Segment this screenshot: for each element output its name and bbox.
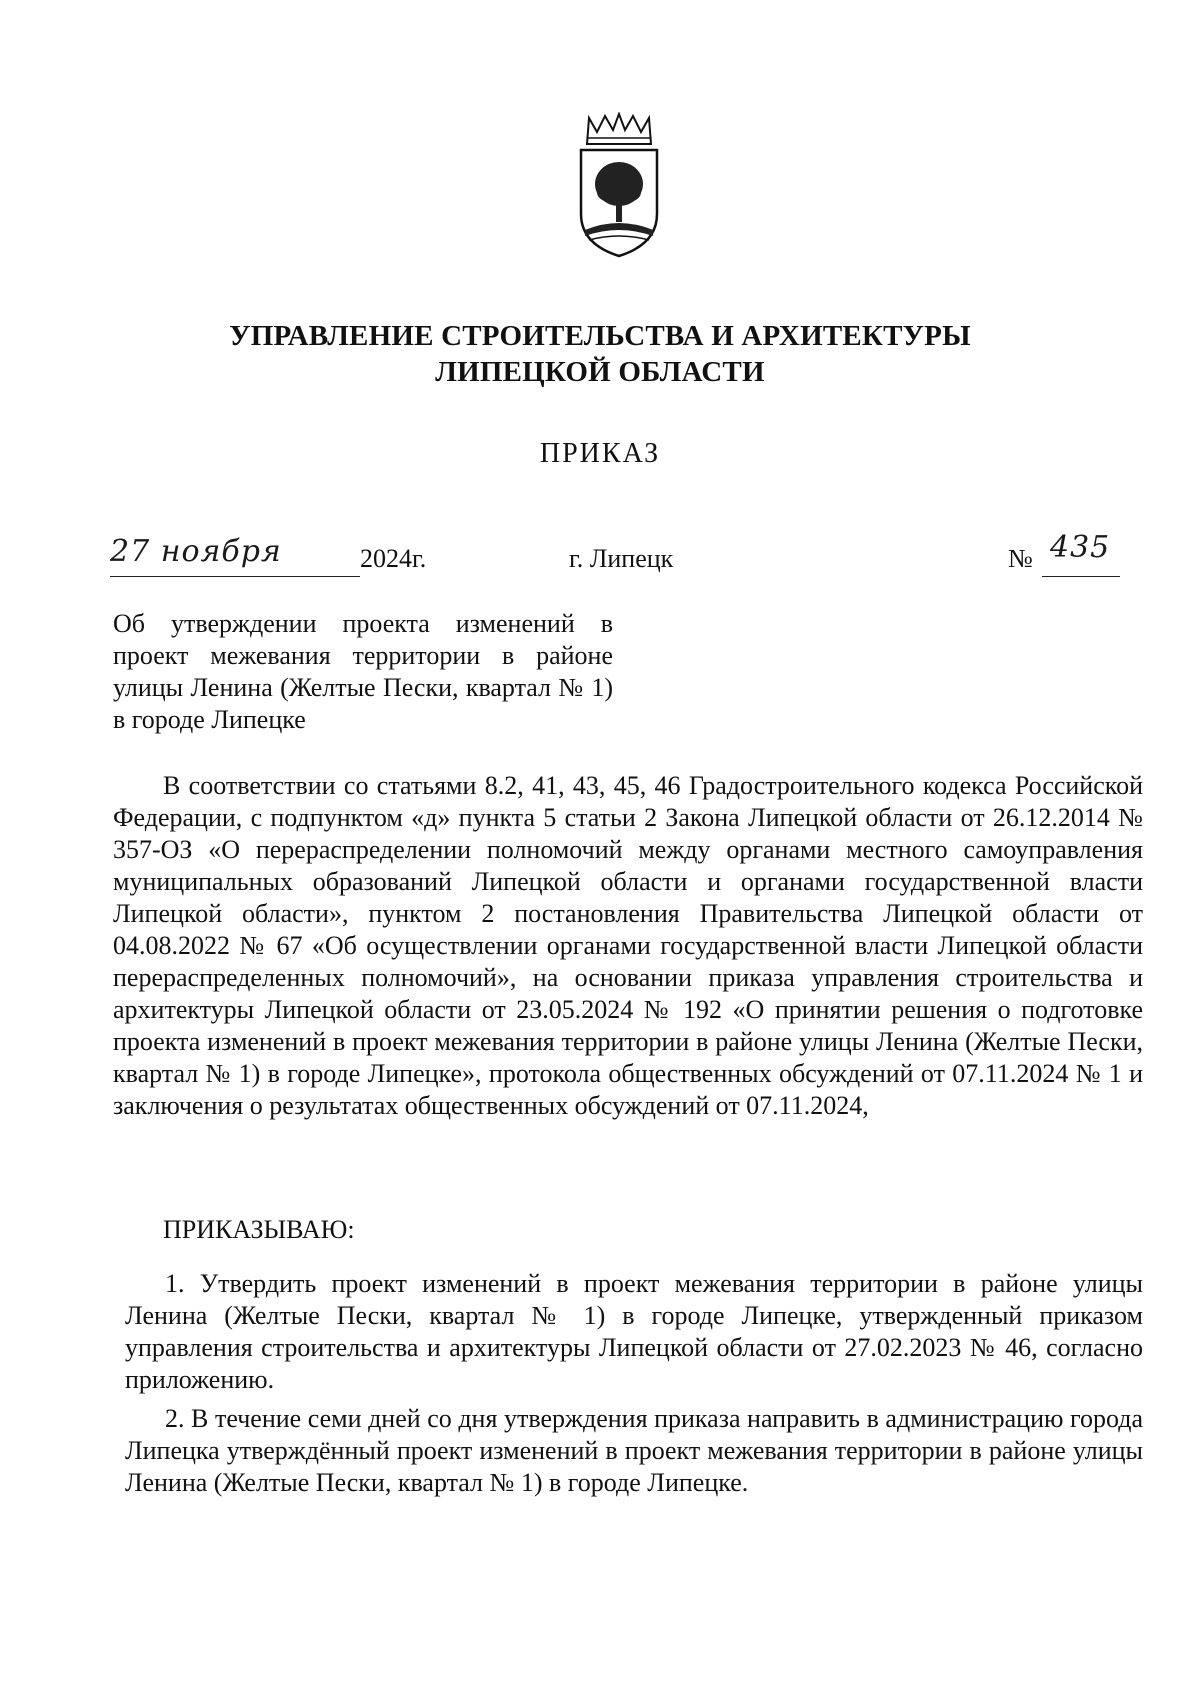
document-place: г. Липецк: [569, 544, 674, 573]
organization-name-line-2: ЛИПЕЦКОЙ ОБЛАСТИ: [435, 356, 765, 388]
preamble-paragraph: В соответствии со статьями 8.2, 41, 43, 45, 46 Градостроительного кодекса Российской Федерации, с подпунктом «д» пункта 5 статьи 2 Закона Липецкой области от 26.12.2014 № 357-ОЗ «О перераспределении полномочий между органами местного самоуправления муниципальных образований Липецкой области и органами государственной власти Липецкой области», пунктом 2 постановления Правительства Липецкой области от 04.08.2022 № 67 «Об осуществлении органами государственной власти Липецкой области перераспределенных полномочий», на основании приказа управления строительства и архитектуры Липецкой области от 23.05.2024 № 192 «О принятии решения о подготовке проекта изменений в проект межевания территории в районе улицы Ленина (Желтые Пески, квартал № 1) в городе Липецке», протокола общественных обсуждений от 07.11.2024 № 1 и заключения о результатах общественных обсуждений от 07.11.2024,: [113, 771, 1143, 1120]
order-heading: ПРИКАЗЫВАЮ:: [163, 1215, 355, 1244]
lipetsk-coat-of-arms-icon: [575, 112, 663, 260]
handwritten-date: 27 ноября: [110, 534, 282, 569]
organization-name-line-1: УПРАВЛЕНИЕ СТРОИТЕЛЬСТВА И АРХИТЕКТУРЫ: [229, 320, 971, 352]
order-item-1: 1. Утвердить проект изменений в проект межевания территории в районе улицы Ленина (Желтые Пески, квартал № 1) в городе Липецке, утвержденный приказом управления строительства и архитектуры Липецкой области от 27.02.2023 № 46, согласно приложению.: [125, 1269, 1143, 1394]
handwritten-number: 435: [1050, 530, 1111, 565]
order-item-2: 2. В течение семи дней со дня утверждения приказа направить в администрацию города Липецка утверждённый проект изменений в проект межевания территории в районе улицы Ленина (Желтые Пески, квартал № 1) в городе Липецке.: [125, 1404, 1143, 1497]
document-header: [0, 318, 1200, 390]
document-type: ПРИКАЗ: [539, 438, 661, 469]
date-place-number-row: [110, 530, 1120, 590]
document-subject: Об утверждении проекта изменений в проект межевания территории в районе улицы Ленина (Желтые Пески, квартал № 1) в городе Липецке: [113, 609, 613, 734]
date-year: 2024г.: [360, 544, 427, 573]
date-field: [110, 534, 360, 577]
number-label: №: [1008, 544, 1033, 573]
number-field: [1042, 530, 1120, 577]
